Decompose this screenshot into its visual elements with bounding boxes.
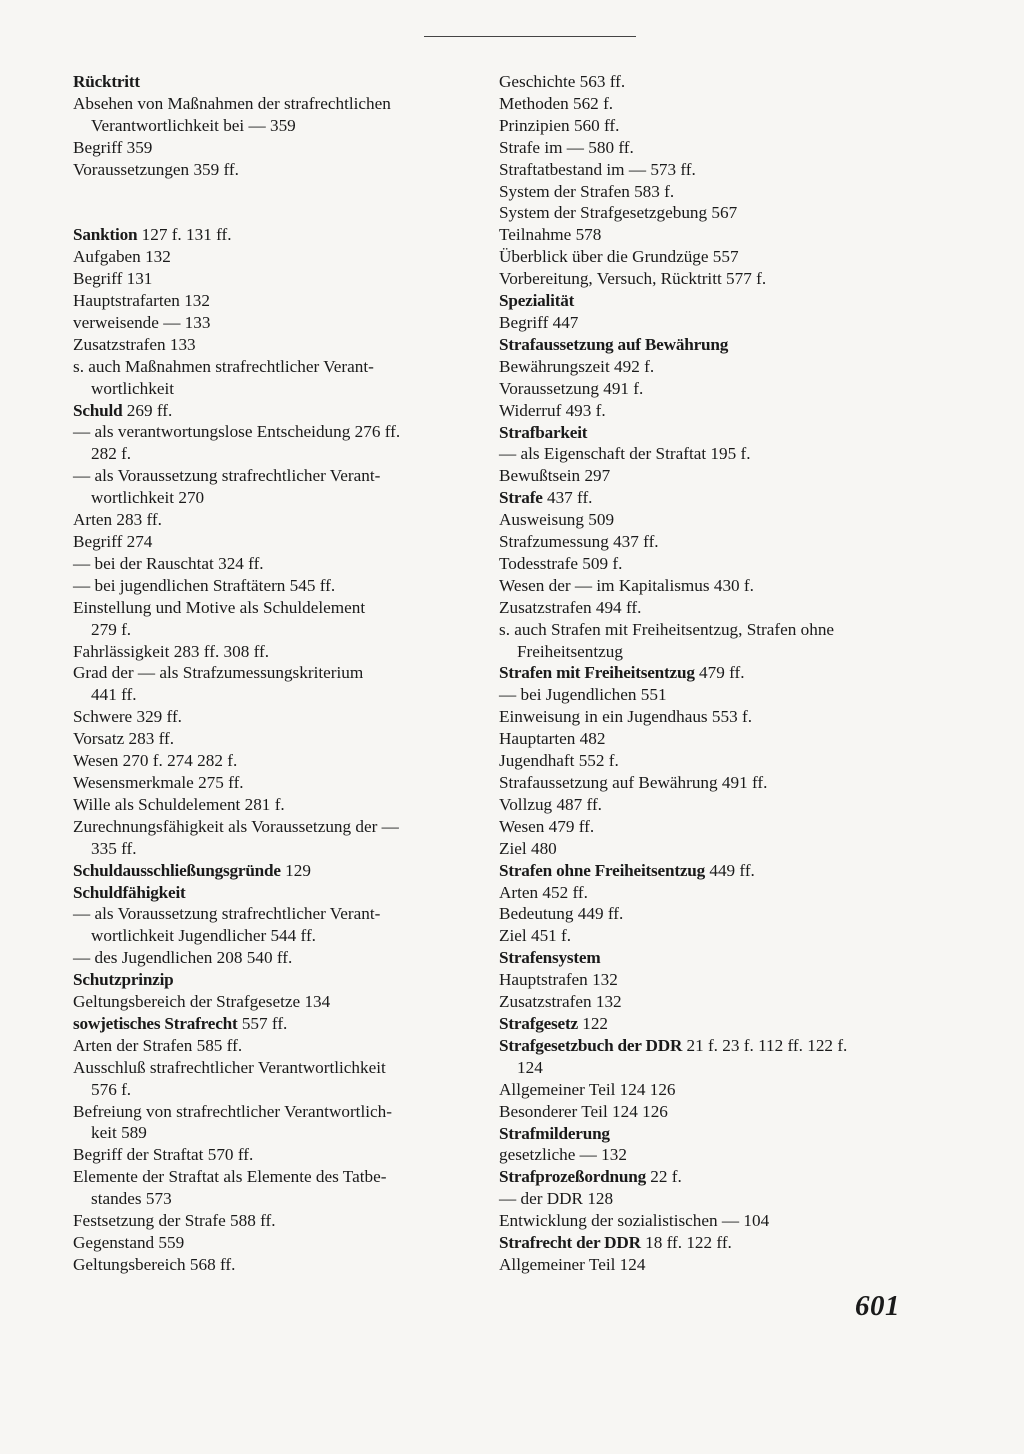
entry-text: Überblick über die Grundzüge 557 xyxy=(499,247,739,267)
entry-text: Vollzug 487 ff. xyxy=(499,794,602,814)
index-subentry xyxy=(499,553,904,575)
entry-continuation: Freiheitsentzug xyxy=(517,641,623,661)
entry-text: Strafe xyxy=(499,488,543,508)
index-subentry xyxy=(499,838,904,860)
index-heading xyxy=(499,487,904,509)
entry-text: Entwicklung der sozialistischen — 104 xyxy=(499,1211,770,1231)
index-heading xyxy=(73,882,473,904)
entry-text: Gegenstand 559 xyxy=(73,1233,185,1253)
index-subentry xyxy=(73,1101,473,1145)
entry-text: — der DDR 128 xyxy=(499,1189,614,1209)
entry-text: Voraussetzung 491 f. xyxy=(499,378,644,398)
entry-text: — als Voraussetzung strafrechtlicher Verant- xyxy=(73,466,381,486)
index-subentry xyxy=(499,925,904,947)
entry-text: Strafaussetzung auf Bewährung 491 ff. xyxy=(499,773,768,792)
entry-page-refs: 557 ff. xyxy=(241,1013,288,1033)
entry-text: Prinzipien 560 ff. xyxy=(499,115,620,135)
entry-text: — bei jugendlichen Straftätern 545 ff. xyxy=(73,575,336,595)
entry-spacer xyxy=(73,181,473,225)
index-heading xyxy=(73,400,473,422)
entry-continuation: wortlichkeit Jugendlicher 544 ff. xyxy=(91,926,316,946)
entry-text: Arten 452 ff. xyxy=(499,882,588,902)
entry-text: Begriff 274 xyxy=(73,532,153,552)
entry-continuation: 279 f. xyxy=(91,619,132,639)
index-subentry xyxy=(499,356,904,378)
entry-text: Vorbereitung, Versuch, Rücktritt 577 f. xyxy=(499,269,767,289)
entry-text: Zusatzstrafen 132 xyxy=(499,992,622,1012)
entry-text: Teilnahme 578 xyxy=(499,225,602,245)
index-subentry xyxy=(73,1057,473,1101)
index-subentry xyxy=(73,1254,473,1276)
index-subentry xyxy=(499,619,904,663)
index-heading xyxy=(499,1166,904,1188)
index-subentry xyxy=(499,728,904,750)
entry-text: Jugendhaft 552 f. xyxy=(499,751,619,771)
index-heading xyxy=(499,1123,904,1145)
index-subentry xyxy=(499,991,904,1013)
entry-page-refs: 269 ff. xyxy=(126,400,173,420)
index-subentry xyxy=(499,378,904,400)
entry-text: Schuld xyxy=(73,400,123,420)
index-subentry xyxy=(73,421,473,465)
page-number: 601 xyxy=(855,1290,900,1322)
index-subentry xyxy=(499,181,904,203)
index-subentry xyxy=(73,816,473,860)
entry-page-refs: 22 f. xyxy=(650,1167,682,1187)
entry-continuation: wortlichkeit xyxy=(91,378,175,398)
index-subentry xyxy=(73,903,473,947)
index-subentry xyxy=(499,1210,904,1232)
index-subentry xyxy=(499,268,904,290)
index-subentry xyxy=(499,224,904,246)
entry-text: Einstellung und Motive als Schuldelement xyxy=(73,597,366,617)
entry-text: Strafaussetzung auf Bewährung xyxy=(499,334,729,354)
entry-text: Schuldfähigkeit xyxy=(73,882,186,902)
entry-continuation: 124 xyxy=(517,1057,543,1077)
entry-text: — des Jugendlichen 208 540 ff. xyxy=(73,948,293,968)
entry-text: verweisende — 133 xyxy=(73,312,211,332)
index-subentry xyxy=(499,882,904,904)
entry-text: System der Strafgesetzgebung 567 xyxy=(499,203,738,223)
entry-text: s. auch Maßnahmen strafrechtlicher Verant- xyxy=(73,356,374,376)
entry-text: Begriff 131 xyxy=(73,269,153,289)
index-heading xyxy=(73,969,473,991)
index-subentry xyxy=(73,1035,473,1057)
index-subentry xyxy=(499,443,904,465)
entry-text: Widerruf 493 f. xyxy=(499,400,606,420)
entry-text: Geschichte 563 ff. xyxy=(499,72,626,91)
index-heading xyxy=(73,860,473,882)
index-subentry xyxy=(499,137,904,159)
entry-text: Schuldausschließungsgründe xyxy=(73,860,281,880)
index-subentry xyxy=(73,750,473,772)
index-subentry xyxy=(73,93,473,137)
index-subentry xyxy=(499,750,904,772)
entry-text: Schwere 329 ff. xyxy=(73,707,182,727)
entry-text: Grad der — als Strafzumessungskriterium xyxy=(73,663,364,683)
entry-continuation: 441 ff. xyxy=(91,685,137,705)
index-subentry xyxy=(73,356,473,400)
index-subentry xyxy=(73,312,473,334)
entry-text: Einweisung in ein Jugendhaus 553 f. xyxy=(499,707,753,727)
entry-text: Schutzprinzip xyxy=(73,970,174,990)
index-heading xyxy=(499,334,904,356)
entry-text: Strafen mit Freiheitsentzug xyxy=(499,663,695,683)
entry-text: sowjetisches Strafrecht xyxy=(73,1013,238,1033)
index-subentry xyxy=(73,991,473,1013)
entry-text: Ausweisung 509 xyxy=(499,510,615,530)
index-subentry xyxy=(73,597,473,641)
entry-text: Strafrecht der DDR xyxy=(499,1233,641,1253)
index-subentry xyxy=(499,71,904,93)
entry-text: Festsetzung der Strafe 588 ff. xyxy=(73,1211,276,1231)
entry-text: Arten der Strafen 585 ff. xyxy=(73,1035,243,1055)
index-subentry xyxy=(499,115,904,137)
entry-text: Wesen der — im Kapitalismus 430 f. xyxy=(499,575,754,595)
index-subentry xyxy=(499,312,904,334)
entry-text: — als Eigenschaft der Straftat 195 f. xyxy=(499,444,751,464)
index-heading xyxy=(499,662,904,684)
top-rule xyxy=(424,36,636,37)
index-subentry xyxy=(73,159,473,181)
entry-text: Vorsatz 283 ff. xyxy=(73,729,175,749)
entry-page-refs: 122 xyxy=(582,1013,608,1033)
entry-continuation: 335 ff. xyxy=(91,838,137,858)
index-subentry xyxy=(499,509,904,531)
index-subentry xyxy=(73,575,473,597)
index-subentry xyxy=(73,137,473,159)
entry-page-refs: 437 ff. xyxy=(546,488,593,508)
entry-text: Bewährungszeit 492 f. xyxy=(499,356,655,376)
index-heading xyxy=(73,1013,473,1035)
index-subentry xyxy=(499,1079,904,1101)
entry-text: Strafgesetzbuch der DDR xyxy=(499,1035,683,1055)
entry-text: Straftatbestand im — 573 ff. xyxy=(499,159,696,179)
entry-text: Wille als Schuldelement 281 f. xyxy=(73,794,285,814)
entry-text: Strafgesetz xyxy=(499,1013,578,1033)
entry-text: Allgemeiner Teil 124 xyxy=(499,1254,646,1274)
index-subentry xyxy=(499,159,904,181)
index-subentry xyxy=(499,706,904,728)
entry-text: Strafbarkeit xyxy=(499,422,588,442)
index-heading xyxy=(499,1232,904,1254)
entry-text: Allgemeiner Teil 124 126 xyxy=(499,1079,676,1099)
entry-text: Geltungsbereich 568 ff. xyxy=(73,1254,236,1274)
index-subentry xyxy=(499,816,904,838)
index-subentry xyxy=(73,509,473,531)
index-subentry xyxy=(73,246,473,268)
index-subentry xyxy=(499,597,904,619)
index-subentry xyxy=(73,531,473,553)
index-subentry xyxy=(499,400,904,422)
entry-text: Fahrlässigkeit 283 ff. 308 ff. xyxy=(73,641,270,661)
index-subentry xyxy=(499,772,904,794)
index-subentry xyxy=(73,1210,473,1232)
entry-text: — bei Jugendlichen 551 xyxy=(499,685,667,705)
index-heading xyxy=(499,290,904,312)
index-subentry xyxy=(499,93,904,115)
index-subentry xyxy=(73,1144,473,1166)
entry-text: Zurechnungsfähigkeit als Voraussetzung der — xyxy=(73,816,399,836)
index-subentry xyxy=(499,1144,904,1166)
index-heading xyxy=(499,1035,904,1079)
entry-text: Ziel 480 xyxy=(499,838,557,858)
index-subentry xyxy=(73,662,473,706)
index-column-right xyxy=(499,71,904,1276)
entry-text: Elemente der Straftat als Elemente des Tatbe- xyxy=(73,1167,387,1187)
entry-text: Arten 283 ff. xyxy=(73,510,162,530)
entry-text: Strafen ohne Freiheitsentzug xyxy=(499,860,706,880)
index-subentry xyxy=(73,268,473,290)
index-subentry xyxy=(73,706,473,728)
entry-text: Voraussetzungen 359 ff. xyxy=(73,159,239,179)
index-heading xyxy=(73,71,473,93)
index-subentry xyxy=(73,553,473,575)
entry-page-refs: 479 ff. xyxy=(699,663,745,683)
entry-text: Zusatzstrafen 133 xyxy=(73,334,196,354)
index-subentry xyxy=(499,684,904,706)
entry-text: Begriff 359 xyxy=(73,137,153,157)
entry-text: Befreiung von strafrechtlicher Verantwortlich- xyxy=(73,1101,392,1121)
entry-text: Hauptstrafarten 132 xyxy=(73,291,210,311)
index-subentry xyxy=(73,334,473,356)
entry-text: System der Strafen 583 f. xyxy=(499,181,675,201)
entry-page-refs: 21 f. 23 f. 112 ff. 122 f. xyxy=(686,1035,848,1055)
entry-text: Aufgaben 132 xyxy=(73,247,171,267)
entry-text: Strafzumessung 437 ff. xyxy=(499,532,659,552)
entry-text: — bei der Rauschtat 324 ff. xyxy=(73,553,264,573)
index-heading xyxy=(499,860,904,882)
entry-text: Geltungsbereich der Strafgesetze 134 xyxy=(73,992,331,1012)
entry-page-refs: 18 ff. 122 ff. xyxy=(645,1233,732,1253)
index-subentry xyxy=(73,1232,473,1254)
entry-text: Bedeutung 449 ff. xyxy=(499,904,624,924)
entry-text: Besonderer Teil 124 126 xyxy=(499,1101,668,1121)
entry-text: Spezialität xyxy=(499,291,575,311)
index-subentry xyxy=(499,1188,904,1210)
entry-text: Rücktritt xyxy=(73,72,140,91)
index-heading xyxy=(73,224,473,246)
entry-continuation: wortlichkeit 270 xyxy=(91,488,205,508)
entry-text: Strafprozeßordnung xyxy=(499,1167,646,1187)
index-subentry xyxy=(73,772,473,794)
entry-text: Zusatzstrafen 494 ff. xyxy=(499,597,642,617)
entry-continuation: keit 589 xyxy=(91,1123,147,1143)
entry-text: Todesstrafe 509 f. xyxy=(499,553,623,573)
index-subentry xyxy=(73,641,473,663)
entry-continuation: 576 f. xyxy=(91,1079,132,1099)
index-subentry xyxy=(73,728,473,750)
entry-text: Wesensmerkmale 275 ff. xyxy=(73,772,244,792)
index-subentry xyxy=(73,794,473,816)
entry-text: s. auch Strafen mit Freiheitsentzug, Strafen ohne xyxy=(499,619,835,639)
index-subentry xyxy=(499,903,904,925)
entry-text: Wesen 479 ff. xyxy=(499,816,595,836)
index-heading xyxy=(499,1013,904,1035)
entry-text: Strafensystem xyxy=(499,948,601,968)
index-column-left xyxy=(73,71,473,1276)
entry-continuation: 282 f. xyxy=(91,444,132,464)
entry-text: Begriff 447 xyxy=(499,312,579,332)
index-subentry xyxy=(499,794,904,816)
entry-text: Sanktion xyxy=(73,225,138,245)
index-subentry xyxy=(499,531,904,553)
index-subentry xyxy=(73,290,473,312)
entry-continuation: Verantwortlichkeit bei — 359 xyxy=(91,115,296,135)
index-subentry xyxy=(499,246,904,268)
index-subentry xyxy=(73,1166,473,1210)
index-subentry xyxy=(499,1254,904,1276)
entry-text: Strafmilderung xyxy=(499,1123,610,1143)
index-subentry xyxy=(499,575,904,597)
entry-text: gesetzliche — 132 xyxy=(499,1145,627,1165)
index-subentry xyxy=(499,1101,904,1123)
entry-text: Hauptarten 482 xyxy=(499,729,606,749)
entry-text: Ziel 451 f. xyxy=(499,926,572,946)
entry-text: Bewußtsein 297 xyxy=(499,466,611,486)
index-subentry xyxy=(73,947,473,969)
index-heading xyxy=(499,947,904,969)
entry-text: — als verantwortungslose Entscheidung 276 ff. xyxy=(73,422,401,442)
index-subentry xyxy=(499,969,904,991)
entry-page-refs: 127 f. 131 ff. xyxy=(141,225,232,245)
entry-page-refs: 129 xyxy=(285,860,311,880)
entry-text: Strafe im — 580 ff. xyxy=(499,137,634,157)
entry-text: Methoden 562 f. xyxy=(499,93,614,113)
entry-page-refs: 449 ff. xyxy=(709,860,755,880)
entry-continuation: standes 573 xyxy=(91,1189,172,1209)
entry-text: Begriff der Straftat 570 ff. xyxy=(73,1145,254,1165)
entry-text: Absehen von Maßnahmen der strafrechtlichen xyxy=(73,93,391,113)
index-subentry xyxy=(499,465,904,487)
entry-text: Ausschluß strafrechtlicher Verantwortlichkeit xyxy=(73,1057,386,1077)
entry-text: Wesen 270 f. 274 282 f. xyxy=(73,751,238,771)
index-subentry xyxy=(499,202,904,224)
index-heading xyxy=(499,422,904,444)
entry-text: Hauptstrafen 132 xyxy=(499,970,618,990)
index-subentry xyxy=(73,465,473,509)
entry-text: — als Voraussetzung strafrechtlicher Verant- xyxy=(73,904,381,924)
